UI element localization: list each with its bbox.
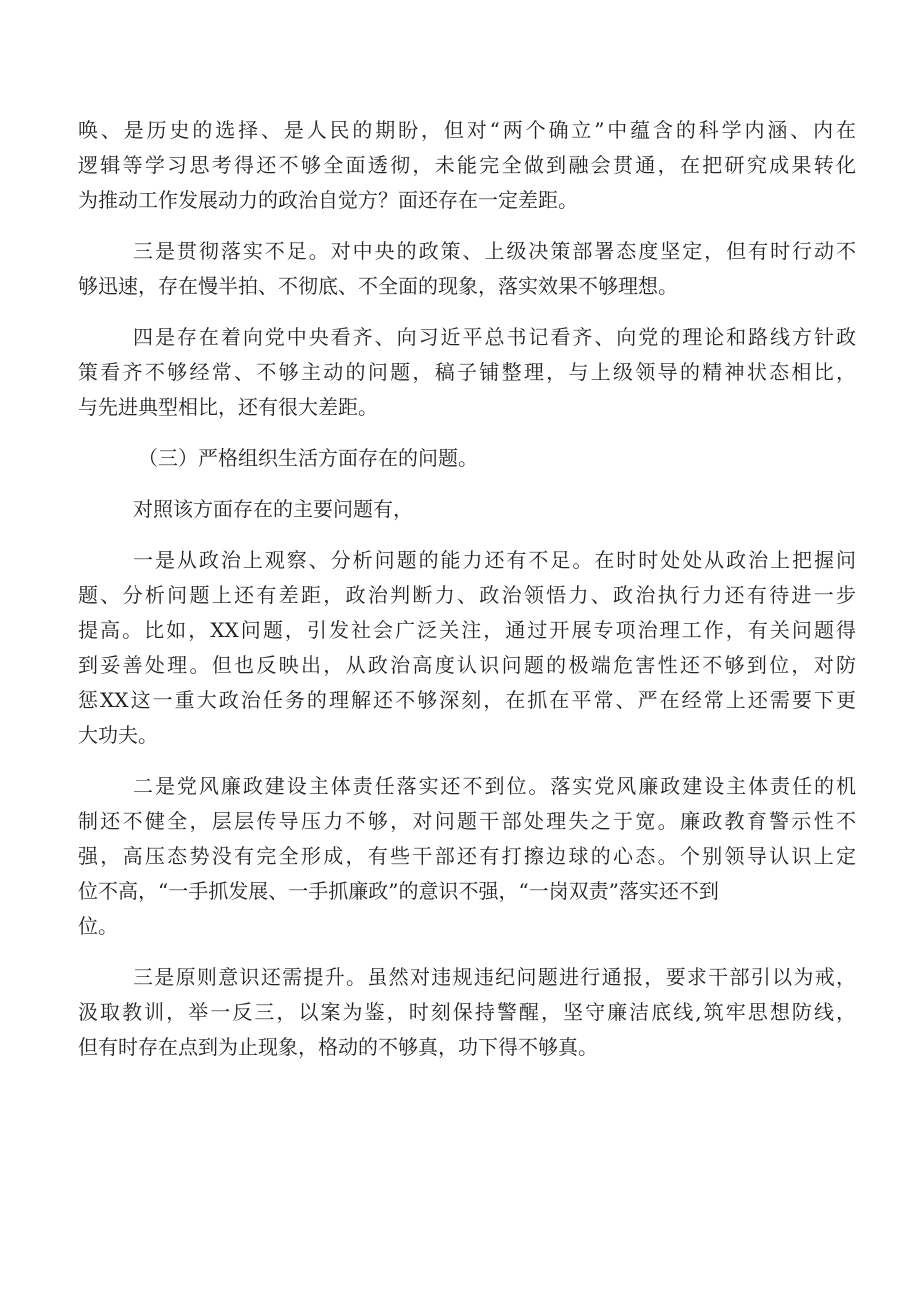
- text-line: 题、分析问题上还有差距，政治判断力、政治领悟力、政治执行力还有待进一步: [78, 583, 856, 607]
- paragraph-integrity-responsibility: [78, 769, 856, 944]
- text-line: 但有时存在点到为止现象，格动的不够真，功下得不够真。: [78, 1035, 598, 1059]
- section-heading: [78, 441, 856, 476]
- text-line: 三是贯彻落实不足。对中央的政策、上级决策部署态度坚定，但有时行动不: [133, 239, 856, 263]
- heading-line: （三）严格组织生活方面存在的问题。: [138, 446, 478, 470]
- paragraph-continuation: [78, 113, 856, 218]
- text-line: 一是从政治上观察、分析问题的能力还有不足。在时时处处从政治上把握问: [133, 548, 856, 572]
- paragraph-intro: [78, 492, 856, 527]
- document-body: [78, 113, 856, 1065]
- text-line: 策看齐不够经常、不够主动的问题，稿子铺整理，与上级领导的精神状态相比，: [78, 360, 856, 384]
- text-line: 惩XX这一重大政治任务的理解还不够深刻，在抓在平常、严在经常上还需要下更: [78, 688, 856, 712]
- text-line: 与先进典型相比，还有很大差距。: [78, 395, 378, 419]
- text-line: 提高。比如，XX问题，引发社会广泛关注，通过开展专项治理工作，有关问题得: [78, 618, 856, 642]
- text-line: 逻辑等学习思考得还不够全面透彻，未能完全做到融会贯通，在把研究成果转化: [78, 153, 856, 177]
- text-line: 汲取教训，举一反三，以案为鉴，时刻保持警醒，坚守廉洁底线,筑牢思想防线，: [78, 1000, 856, 1024]
- text-line: 四是存在着向党中央看齐、向习近平总书记看齐、向党的理论和路线方针政: [133, 325, 856, 349]
- text-line: 位。: [78, 914, 118, 938]
- text-line: 为推动工作发展动力的政治自觉方？面还存在一定差距。: [78, 188, 578, 212]
- paragraph-political-analysis: [78, 543, 856, 753]
- text-line: 对照该方面存在的主要问题有，: [133, 497, 413, 521]
- text-line: 到妥善处理。但也反映出，从政治高度认识问题的极端危害性还不够到位，对防: [78, 653, 856, 677]
- text-line: 三是原则意识还需提升。虽然对违规违纪问题进行通报，要求干部引以为戒，: [133, 965, 856, 989]
- text-line: 够迅速，存在慢半拍、不彻底、不全面的现象，落实效果不够理想。: [78, 274, 678, 298]
- paragraph-alignment: [78, 320, 856, 425]
- text-line: 唤、是历史的选择、是人民的期盼，但对“两个确立”中蕴含的科学内涵、内在: [78, 118, 856, 142]
- text-line: 制还不健全，层层传导压力不够，对问题干部处理失之于宽。廉政教育警示性不: [78, 809, 856, 833]
- text-line: 强，高压态势没有完全形成，有些干部还有打擦边球的心态。个别领导认识上定: [78, 844, 856, 868]
- text-line: 大功夫。: [78, 723, 158, 747]
- paragraph-implementation: [78, 234, 856, 304]
- text-line: 二是党风廉政建设主体责任落实还不到位。落实党风廉政建设主体责任的机: [133, 774, 856, 798]
- paragraph-principle-awareness: [78, 960, 856, 1065]
- text-line: 位不高，“一手抓发展、一手抓廉政”的意识不强，“一岗双责”落实还不到: [78, 879, 719, 903]
